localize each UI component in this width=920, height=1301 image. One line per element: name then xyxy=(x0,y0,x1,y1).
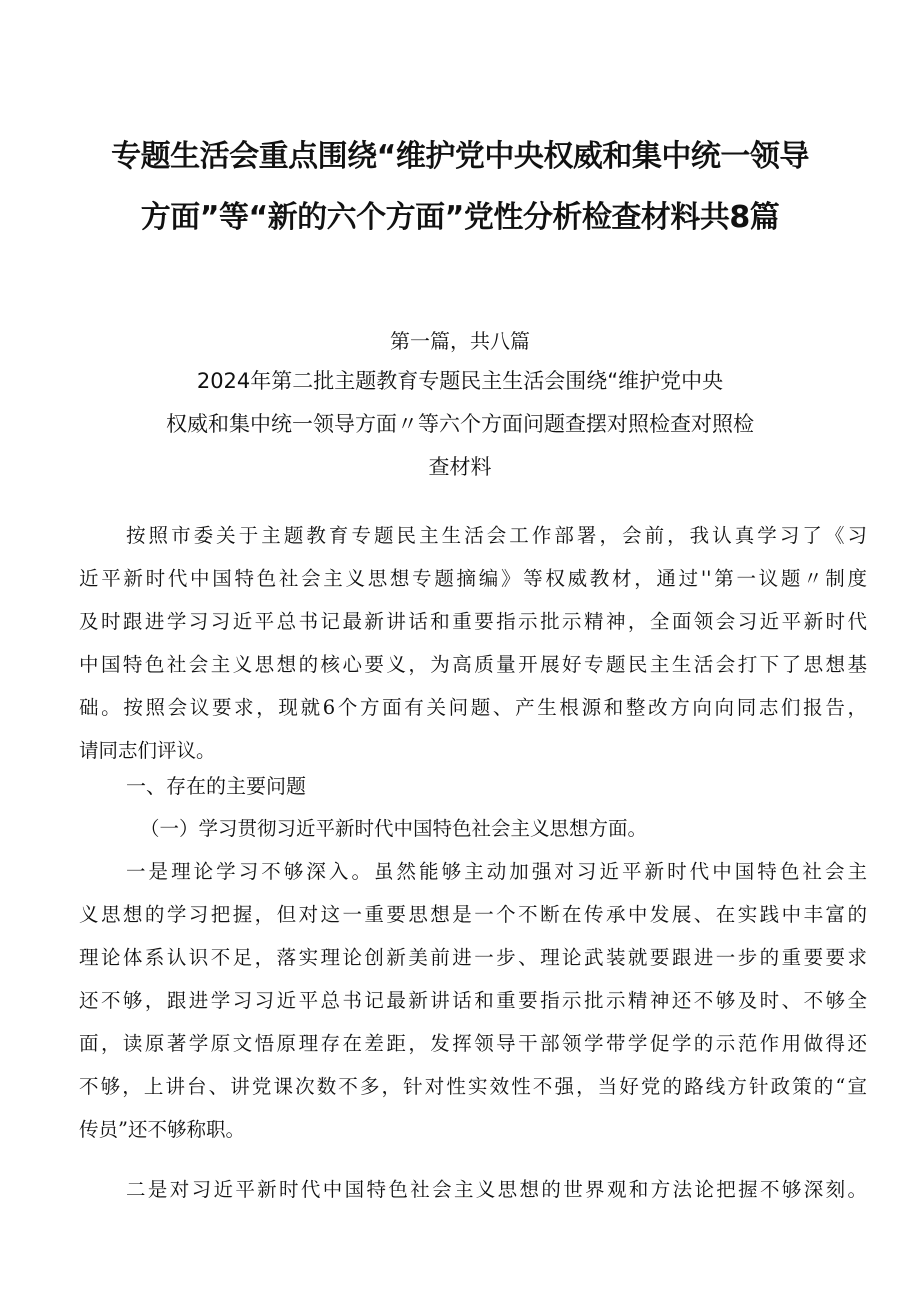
section-heading: 一、存在的主要问题 xyxy=(126,774,306,798)
part-subtitle: 第一篇，共八篇 xyxy=(390,329,530,353)
intro-line-2: 近平新时代中国特色社会主义思想专题摘编》等权威教材，通过''第一议题〃制度 xyxy=(79,567,867,590)
point1-line-4: 还不够，跟进学习习近平总书记最新讲话和重要指示批示精神还不够及时、不够全 xyxy=(79,989,867,1012)
point1-line-1: 一是理论学习不够深入。虽然能够主动加强对习近平新时代中国特色社会主 xyxy=(126,860,867,883)
point1-line-6: 不够，上讲台、讲党课次数不多，针对性实效性不强，当好党的路线方针政策的“宣 xyxy=(79,1075,867,1098)
document-title-line-2: 方面”等“新的六个方面”党性分析检查材料共8篇 xyxy=(140,200,780,235)
intro-line-3: 及时跟进学习习近平总书记最新讲话和重要指示批示精神，全面领会习近平新时代 xyxy=(79,610,867,633)
intro-line-1: 按照市委关于主题教育专题民主生活会工作部署，会前，我认真学习了《习 xyxy=(126,524,867,547)
article-title-line-1: 2024年第二批主题教育专题民主生活会围绕“维护党中央 xyxy=(196,369,724,393)
point1-line-3: 理论体系认识不足，落实理论创新美前进一步、理论武装就要跟进一步的重要要求 xyxy=(79,946,867,969)
intro-line-6: 请同志们评议。 xyxy=(79,739,216,762)
article-title-line-2: 权威和集中统一领导方面〃等六个方面问题查摆对照检查对照检 xyxy=(166,412,754,436)
article-title-line-3: 查材料 xyxy=(428,455,492,479)
document-title-line-1: 专题生活会重点围绕“维护党中央权威和集中统一领导 xyxy=(111,139,809,174)
point2-line-1: 二是对习近平新时代中国特色社会主义思想的世界观和方法论把握不够深刻。 xyxy=(126,1178,867,1201)
intro-line-4: 中国特色社会主义思想的核心要义，为高质量开展好专题民主生活会打下了思想基 xyxy=(79,653,867,676)
intro-line-5: 础。按照会议要求，现就6个方面有关问题、产生根源和整改方向向同志们报告， xyxy=(79,696,867,719)
subsection-heading: （一）学习贯彻习近平新时代中国特色社会主义思想方面。 xyxy=(140,817,648,840)
point1-line-2: 义思想的学习把握，但对这一重要思想是一个不断在传承中发展、在实践中丰富的 xyxy=(79,903,867,926)
point1-line-5: 面，读原著学原文悟原理存在差距，发挥领导干部领学带学促学的示范作用做得还 xyxy=(79,1032,867,1055)
point1-line-7: 传员”还不够称职。 xyxy=(79,1118,245,1141)
